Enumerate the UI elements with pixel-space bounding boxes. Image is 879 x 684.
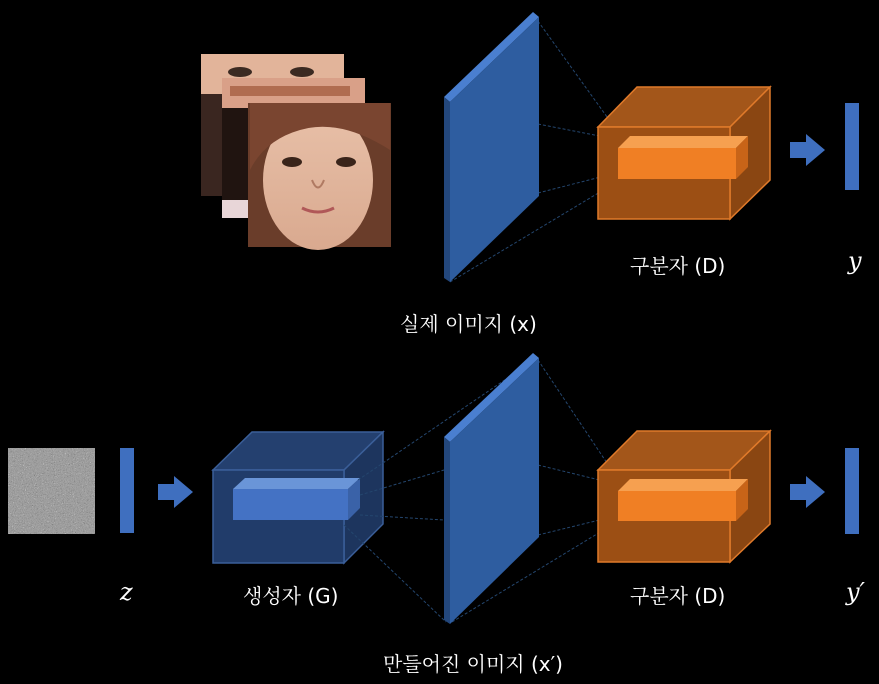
discriminator-top <box>598 87 770 219</box>
fake-image-input-plane <box>444 353 539 624</box>
output-label-bottom: y′ <box>846 578 866 606</box>
discriminator-bottom <box>598 431 770 562</box>
face-image-front <box>248 103 391 250</box>
real-image-label: 실제 이미지 (x) <box>400 312 537 336</box>
arrow-to-generator <box>158 476 193 508</box>
generator-block <box>213 432 383 563</box>
noise-label: z <box>120 578 133 606</box>
real-face-images <box>201 54 391 250</box>
arrow-to-output-bottom <box>790 476 825 508</box>
discriminator-label-top: 구분자 (D) <box>630 254 726 278</box>
discriminator-label-bottom: 구분자 (D) <box>630 584 726 608</box>
output-bar-bottom <box>845 448 859 534</box>
fake-image-label: 만들어진 이미지 (x′) <box>383 652 563 676</box>
real-image-input-plane <box>444 12 539 282</box>
output-label-top: y <box>848 247 862 275</box>
generator-label: 생성자 (G) <box>243 584 339 608</box>
arrow-to-output-top <box>790 134 825 166</box>
output-bar-top <box>845 103 859 190</box>
noise-image <box>8 448 95 534</box>
noise-vector-bar <box>120 448 134 533</box>
